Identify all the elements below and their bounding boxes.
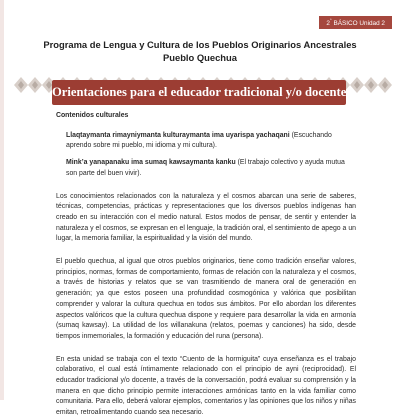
grade-text: BÁSICO Unidad 2 bbox=[333, 20, 385, 28]
section-banner: Orientaciones para el educador tradicional y/o docente bbox=[52, 80, 346, 105]
section-title: Contenidos culturales bbox=[56, 112, 129, 119]
grade-number: 2 bbox=[326, 20, 330, 28]
grade-suffix: ° bbox=[329, 18, 332, 23]
page-header bbox=[0, 38, 400, 64]
cultural-content-item bbox=[66, 158, 356, 179]
paragraph: En esta unidad se trabaja con el texto “Cuento de la hormiguita” cuya enseñanza es el trabajo colaborativo, el cual está íntimamente relacionado con el principio de ayni (reciprocidad). El educador tradicional y/o docente, a través de la conversación, podrá evaluar su comprensión y la manera en que dicho principio permite interacciones armónicas tanto en la vida familiar como comunitaria. Para ello, deberá valorar ejemplos, comentarios y las opiniones que los niños y niñas emitan, retroalimentando cuando sea necesario. bbox=[56, 355, 356, 417]
phrase-translation: (El trabajo colectivo y ayuda mutua son parte del buen vivir). bbox=[66, 159, 345, 177]
page-title: Programa de Lengua y Cultura de los Pueblos Originarios Ancestrales bbox=[43, 39, 357, 50]
paragraph: Los conocimientos relacionados con la naturaleza y el cosmos abarcan una serie de saberes, técnicas, competencias, prácticas y representaciones que los diversos pueblos indígenas han creado en su interacción con el medio natural. Estos modos de pensar, de sentir y entender la naturaleza y el cosmos, se expresan en el lenguaje, la tradición oral, el sentimiento de apego a un lugar, la memoria familiar, la espiritualidad y la visión del mundo. bbox=[56, 192, 356, 243]
quechua-phrase: Mink’a yanapanaku ima sumaq kawsaymanta kanku bbox=[66, 159, 236, 167]
grade-badge bbox=[319, 16, 392, 29]
page-subtitle: Pueblo Quechua bbox=[163, 52, 237, 63]
main-content bbox=[56, 111, 356, 419]
phrase-translation: (Escuchando aprendo sobre mi pueblo, mi idioma y mi cultura). bbox=[66, 131, 332, 150]
paragraph: El pueblo quechua, al igual que otros pueblos originarios, tiene como tradición enseñar valores, principios, normas, formas de comportamiento, formas de relación con la naturaleza y el cosmos, a través de historias y relatos que se van trasmitiendo de manera oral de generación en generación; ya que estos poseen una profundidad cosmogónica y valórica que posibilitan comprender y valorar la cultura quechua en todos sus ámbitos. Por ello abordan los diferentes aspectos valóricos que la cultura quechua dispone y requiere para desarrollar la vida en armonía (sumaq kawsay). La utilidad de los willanakuna (relatos, poemas y canciones) ha sido, desde tiempos inmemoriales, la formación y educación del runa (persona). bbox=[56, 258, 356, 340]
cultural-content-item bbox=[66, 131, 356, 152]
quechua-phrase: Llaqtaymanta rimayniymanta kulturaymanta ima uyarispa yachaqani bbox=[66, 131, 290, 139]
